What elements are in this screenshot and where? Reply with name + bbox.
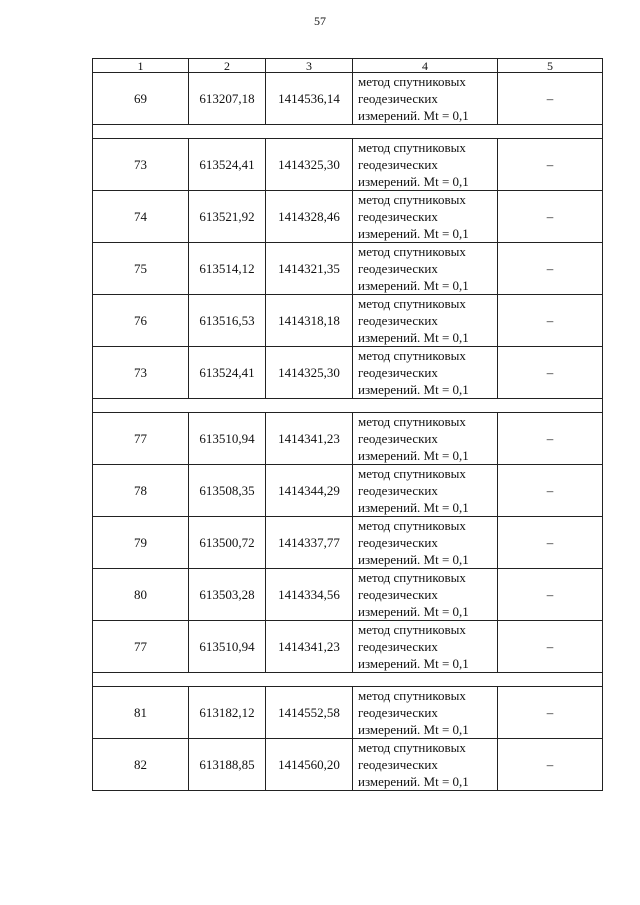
header-col-5: 5 — [498, 59, 603, 73]
method-line: измерений. Mt = 0,1 — [358, 774, 469, 789]
x-coordinate-cell: 613521,92 — [189, 191, 266, 243]
method-line: измерений. Mt = 0,1 — [358, 330, 469, 345]
table-row — [93, 347, 603, 399]
method-line: измерений. Mt = 0,1 — [358, 448, 469, 463]
method-line: метод спутниковых — [358, 466, 466, 481]
error-cell: – — [498, 139, 603, 191]
point-number-cell: 74 — [93, 191, 189, 243]
point-number-cell: 77 — [93, 413, 189, 465]
method-line: метод спутниковых — [358, 348, 466, 363]
method-line: измерений. Mt = 0,1 — [358, 604, 469, 619]
method-line: геодезических — [358, 639, 438, 654]
method-line: измерений. Mt = 0,1 — [358, 500, 469, 515]
method-line: геодезических — [358, 587, 438, 602]
x-coordinate-cell: 613524,41 — [189, 347, 266, 399]
error-cell: – — [498, 739, 603, 791]
method-line: геодезических — [358, 757, 438, 772]
table-row — [93, 687, 603, 739]
error-cell: – — [498, 243, 603, 295]
method-line: геодезических — [358, 209, 438, 224]
x-coordinate-cell: 613514,12 — [189, 243, 266, 295]
error-cell: – — [498, 347, 603, 399]
x-coordinate-cell: 613524,41 — [189, 139, 266, 191]
table-row — [93, 295, 603, 347]
y-coordinate-cell: 1414344,29 — [266, 465, 353, 517]
method-line: метод спутниковых — [358, 688, 466, 703]
y-coordinate-cell: 1414560,20 — [266, 739, 353, 791]
group-separator-cell — [93, 125, 603, 139]
page-number: 57 — [314, 14, 326, 28]
x-coordinate-cell: 613182,12 — [189, 687, 266, 739]
method-line: метод спутниковых — [358, 140, 466, 155]
table-row — [93, 243, 603, 295]
table-row — [93, 465, 603, 517]
method-line: геодезических — [358, 365, 438, 380]
method-line: геодезических — [358, 91, 438, 106]
header-col-4: 4 — [353, 59, 498, 73]
method-line: метод спутниковых — [358, 414, 466, 429]
method-line: метод спутниковых — [358, 740, 466, 755]
method-line: геодезических — [358, 157, 438, 172]
method-line: метод спутниковых — [358, 518, 466, 533]
error-cell: – — [498, 517, 603, 569]
point-number-cell: 82 — [93, 739, 189, 791]
x-coordinate-cell: 613510,94 — [189, 621, 266, 673]
method-line: геодезических — [358, 705, 438, 720]
header-col-3: 3 — [266, 59, 353, 73]
group-separator-row — [93, 399, 603, 413]
point-number-cell: 81 — [93, 687, 189, 739]
x-coordinate-cell: 613207,18 — [189, 73, 266, 125]
table-row — [93, 621, 603, 673]
x-coordinate-cell: 613516,53 — [189, 295, 266, 347]
y-coordinate-cell: 1414325,30 — [266, 139, 353, 191]
method-line: метод спутниковых — [358, 296, 466, 311]
method-line: метод спутниковых — [358, 74, 466, 89]
coordinates-table-container — [92, 58, 602, 791]
table-row — [93, 413, 603, 465]
y-coordinate-cell: 1414334,56 — [266, 569, 353, 621]
method-line: измерений. Mt = 0,1 — [358, 552, 469, 567]
point-number-cell: 77 — [93, 621, 189, 673]
y-coordinate-cell: 1414341,23 — [266, 413, 353, 465]
table-row — [93, 569, 603, 621]
method-line: измерений. Mt = 0,1 — [358, 656, 469, 671]
point-number-cell: 73 — [93, 347, 189, 399]
y-coordinate-cell: 1414318,18 — [266, 295, 353, 347]
y-coordinate-cell: 1414536,14 — [266, 73, 353, 125]
x-coordinate-cell: 613508,35 — [189, 465, 266, 517]
method-line: метод спутниковых — [358, 244, 466, 259]
method-line: геодезических — [358, 313, 438, 328]
x-coordinate-cell: 613503,28 — [189, 569, 266, 621]
coordinates-table — [92, 58, 603, 791]
point-number-cell: 79 — [93, 517, 189, 569]
table-row — [93, 739, 603, 791]
point-number-cell: 78 — [93, 465, 189, 517]
group-separator-row — [93, 673, 603, 687]
method-cell — [353, 73, 498, 125]
method-line: измерений. Mt = 0,1 — [358, 722, 469, 737]
y-coordinate-cell: 1414325,30 — [266, 347, 353, 399]
header-col-1: 1 — [93, 59, 189, 73]
x-coordinate-cell: 613510,94 — [189, 413, 266, 465]
error-cell: – — [498, 687, 603, 739]
method-cell — [353, 621, 498, 673]
method-cell — [353, 139, 498, 191]
header-row — [93, 59, 603, 73]
method-line: измерений. Mt = 0,1 — [358, 108, 469, 123]
method-line: метод спутниковых — [358, 192, 466, 207]
method-line: геодезических — [358, 261, 438, 276]
group-separator-cell — [93, 399, 603, 413]
error-cell: – — [498, 465, 603, 517]
method-cell — [353, 347, 498, 399]
table-row — [93, 73, 603, 125]
error-cell: – — [498, 295, 603, 347]
method-cell — [353, 191, 498, 243]
header-col-2: 2 — [189, 59, 266, 73]
point-number-cell: 73 — [93, 139, 189, 191]
table-body — [93, 73, 603, 791]
group-separator-row — [93, 125, 603, 139]
method-cell — [353, 517, 498, 569]
error-cell: – — [498, 191, 603, 243]
method-line: измерений. Mt = 0,1 — [358, 382, 469, 397]
error-cell: – — [498, 621, 603, 673]
point-number-cell: 69 — [93, 73, 189, 125]
y-coordinate-cell: 1414328,46 — [266, 191, 353, 243]
point-number-cell: 80 — [93, 569, 189, 621]
error-cell: – — [498, 73, 603, 125]
method-cell — [353, 687, 498, 739]
table-row — [93, 517, 603, 569]
method-line: геодезических — [358, 483, 438, 498]
y-coordinate-cell: 1414552,58 — [266, 687, 353, 739]
method-line: измерений. Mt = 0,1 — [358, 278, 469, 293]
y-coordinate-cell: 1414337,77 — [266, 517, 353, 569]
method-line: геодезических — [358, 431, 438, 446]
y-coordinate-cell: 1414341,23 — [266, 621, 353, 673]
method-line: метод спутниковых — [358, 622, 466, 637]
x-coordinate-cell: 613500,72 — [189, 517, 266, 569]
method-line: измерений. Mt = 0,1 — [358, 174, 469, 189]
table-row — [93, 191, 603, 243]
method-cell — [353, 569, 498, 621]
point-number-cell: 76 — [93, 295, 189, 347]
method-cell — [353, 465, 498, 517]
y-coordinate-cell: 1414321,35 — [266, 243, 353, 295]
method-cell — [353, 243, 498, 295]
error-cell: – — [498, 569, 603, 621]
error-cell: – — [498, 413, 603, 465]
point-number-cell: 75 — [93, 243, 189, 295]
method-line: метод спутниковых — [358, 570, 466, 585]
method-cell — [353, 413, 498, 465]
method-cell — [353, 739, 498, 791]
x-coordinate-cell: 613188,85 — [189, 739, 266, 791]
method-line: измерений. Mt = 0,1 — [358, 226, 469, 241]
group-separator-cell — [93, 673, 603, 687]
table-row — [93, 139, 603, 191]
method-line: геодезических — [358, 535, 438, 550]
method-cell — [353, 295, 498, 347]
